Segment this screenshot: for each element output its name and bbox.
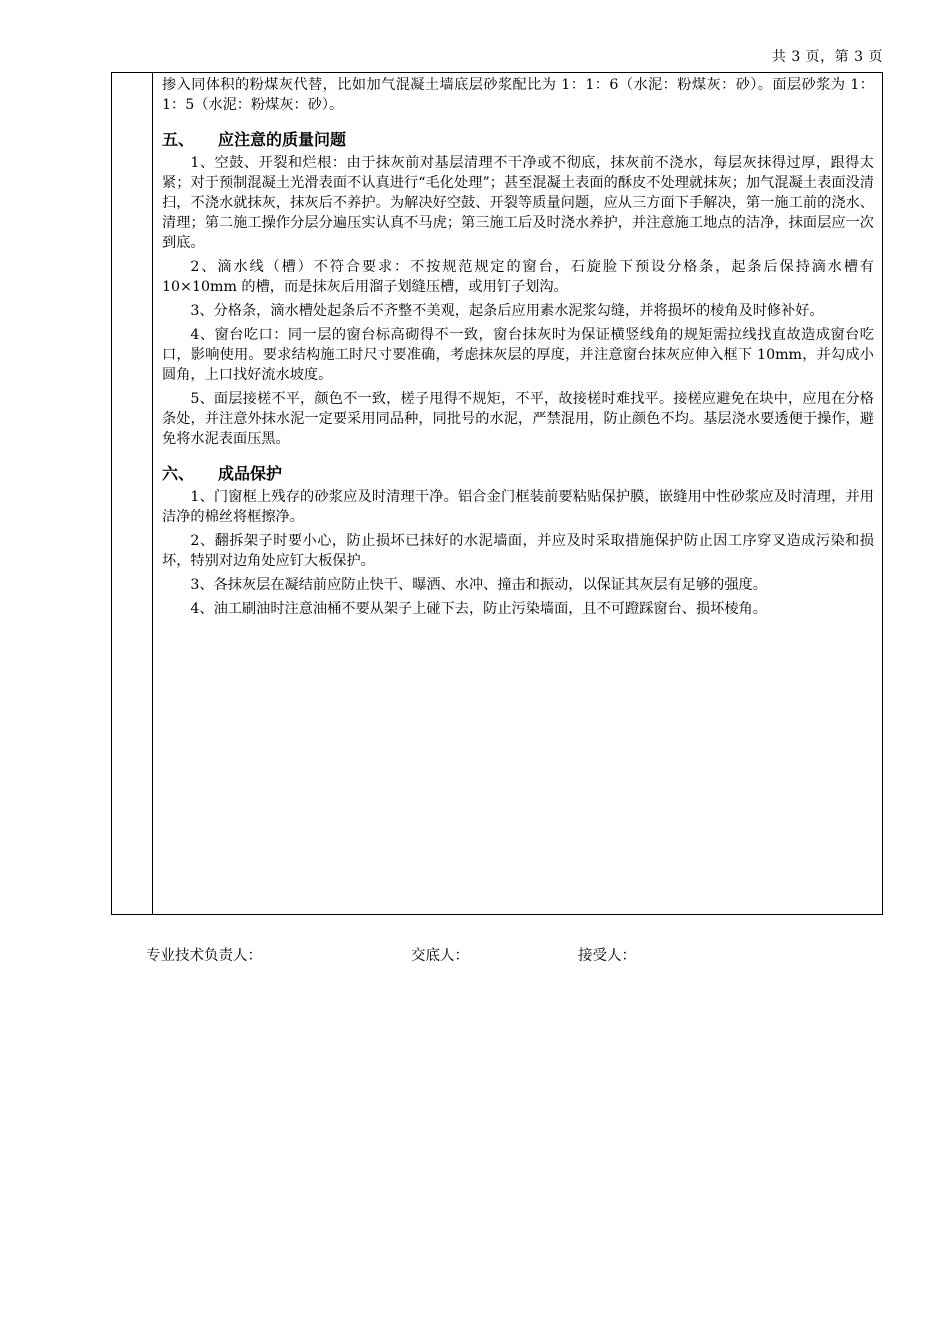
intro-paragraph: 掺入同体积的粉煤灰代替，比如加气混凝土墙底层砂浆配比为 1：1：6（水泥：粉煤灰：砂）。面层砂浆为 1：1：5（水泥：粉煤灰：砂）。 bbox=[162, 77, 874, 113]
quality-issue-item: 1、空鼓、开裂和烂根：由于抹灰前对基层清理不干净或不彻底，抹灰前不浇水，每层灰抹得过厚，跟得太紧；对于预制混凝土光滑表面不认真进行“毛化处理”；甚至混凝土表面的酥皮不处理就抹灰；加气混凝土表面没清扫，不浇水就抹灰，抹灰后不养护。为解决好空鼓、开裂等质量问题，应从三方面下手解决，第一施工前的浇水、清理；第二施工操作分层分遍压实认真不马虎；第三施工后及时浇水养护，并注意施工地点的洁净，抹面层应一次到底。 bbox=[162, 155, 874, 251]
section-five-number: 五、 bbox=[162, 130, 195, 149]
content-cell bbox=[162, 75, 874, 623]
quality-issue-item: 2、滴水线（槽）不符合要求：不按规范规定的窗台，石旋脸下预设分格条，起条后保持滴水槽有 10×10mm 的槽，而是抹灰后用溜子划缝压槽，或用钉子划沟。 bbox=[162, 259, 874, 295]
receiver-label: 接受人： bbox=[578, 948, 636, 964]
section-six-heading: 成品保护 bbox=[218, 464, 283, 483]
presenter-label: 交底人： bbox=[411, 948, 469, 964]
quality-issue-item: 4、窗台吃口：同一层的窗台标高砌得不一致，窗台抹灰时为保证横竖线角的规矩需拉线找直故造成窗台吃口，影响使用。要求结构施工时尺寸要准确，考虑抹灰层的厚度，并注意窗台抹灰应伸入框下 10mm，并勾成小圆角，上口找好流水坡度。 bbox=[162, 327, 874, 383]
protection-item: 4、油工刷油时注意油桶不要从架子上碰下去，防止污染墙面，且不可蹬踩窗台、损坏棱角。 bbox=[190, 601, 767, 617]
protection-item: 3、各抹灰层在凝结前应防止快干、曝洒、水冲、撞击和振动，以保证其灰层有足够的强度。 bbox=[190, 577, 767, 593]
tech-lead-label: 专业技术负责人： bbox=[146, 948, 262, 964]
disclosure-table bbox=[111, 72, 883, 915]
quality-issue-item: 3、分格条，滴水槽处起条后不齐整不美观，起条后应用素水泥浆勾缝，并将损坏的棱角及时修补好。 bbox=[190, 303, 824, 319]
page-info: 共 3 页，第 3 页 bbox=[771, 49, 883, 65]
protection-item: 1、门窗框上残存的砂浆应及时清理干净。铝合金门框装前要粘贴保护膜，嵌缝用中性砂浆应及时清理，并用洁净的棉丝将框擦净。 bbox=[162, 489, 874, 525]
quality-issue-item: 5、面层接槎不平，颜色不一致，槎子甩得不规矩，不平，故接槎时难找平。接槎应避免在块中，应甩在分格条处，并注意外抹水泥一定要采用同品种，同批号的水泥，严禁混用，防止颜色不均。基层浇水要透便于操作，避免将水泥表面压黑。 bbox=[162, 391, 874, 447]
section-five-heading: 应注意的质量问题 bbox=[218, 130, 347, 149]
section-six-number: 六、 bbox=[162, 464, 195, 483]
protection-item: 2、翻拆架子时要小心，防止损坏已抹好的水泥墙面，并应及时采取措施保护防止因工序穿叉造成污染和损坏，特别对边角处应钉大板保护。 bbox=[162, 533, 874, 569]
section-five-title bbox=[162, 129, 874, 151]
section-six-title bbox=[162, 463, 874, 485]
column-divider bbox=[152, 73, 153, 914]
